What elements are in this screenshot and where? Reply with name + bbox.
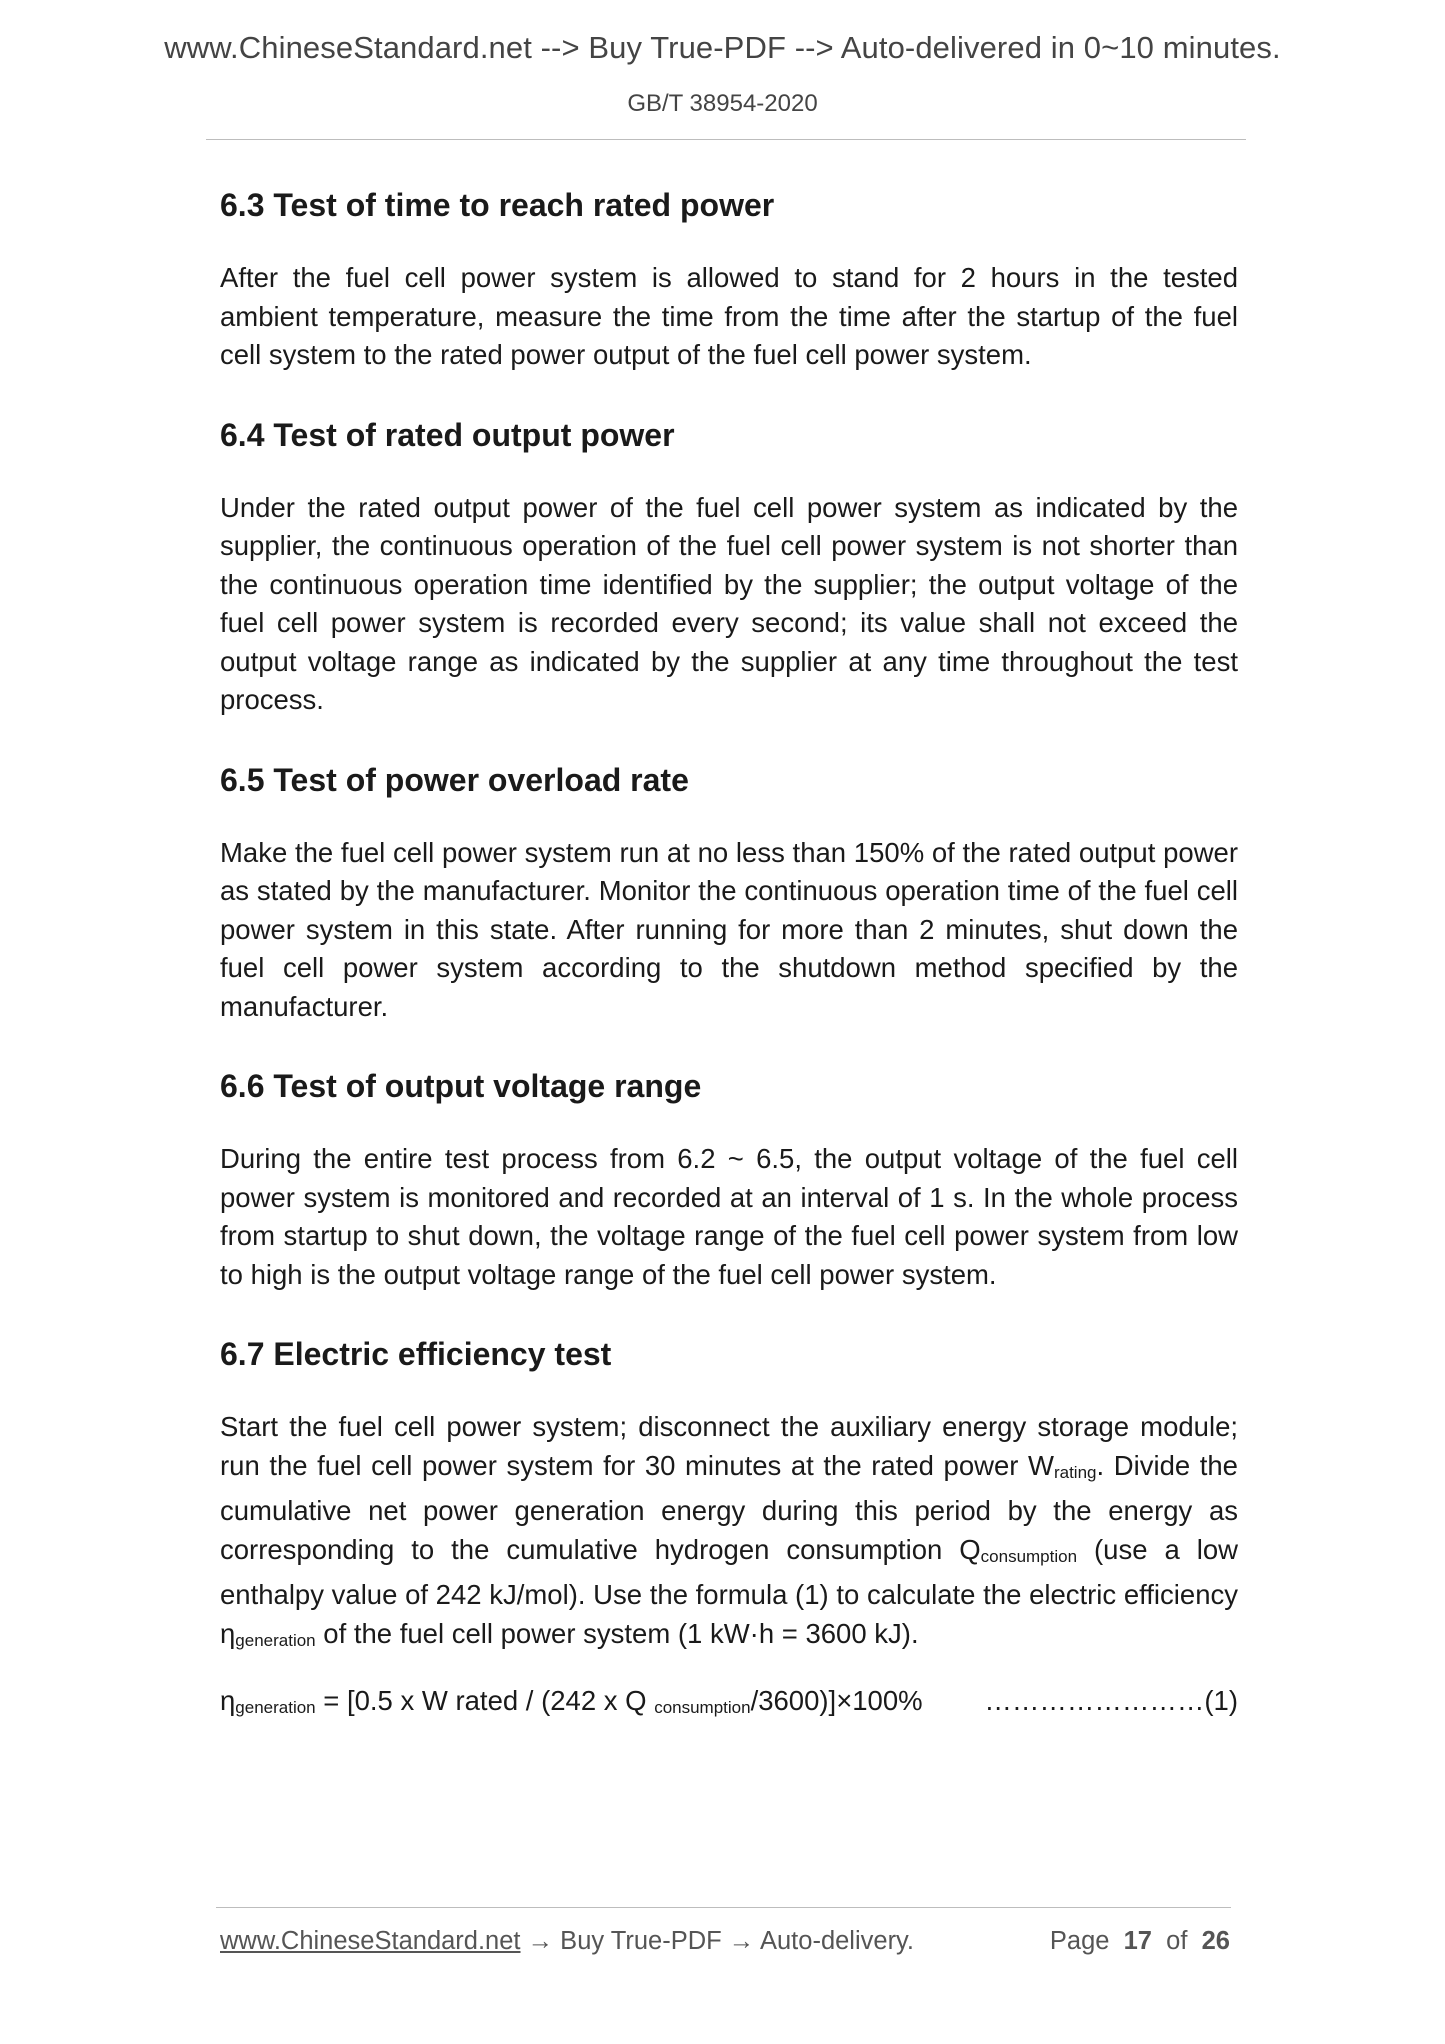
paragraph-text: of the fuel cell power system (1 kW·h = 3600 kJ). — [315, 1617, 919, 1649]
section-6-5 — [220, 760, 1238, 1027]
formula-eta: η — [220, 1685, 236, 1716]
document-id: GB/T 38954-2020 — [627, 90, 818, 117]
page-label: Page — [1049, 1927, 1110, 1955]
section-6-3 — [220, 185, 1238, 375]
section-heading: 6.7 Electric efficiency test — [220, 1336, 612, 1372]
of-label: of — [1166, 1927, 1188, 1955]
paragraph-text: . Divide the cumulative net power generation energy during this period by the energy as corresponding to the cumulative hydrogen consumption Q — [220, 1449, 1238, 1565]
formula-number: ……………………(1) — [984, 1685, 1238, 1716]
page-indicator — [1050, 1927, 1230, 1956]
formula-part: /3600)]×100% — [750, 1685, 923, 1716]
subscript-consumption: consumption — [980, 1546, 1078, 1566]
footer-tagline: → Buy True-PDF → Auto-delivery. — [520, 1927, 914, 1955]
subscript-generation: generation — [235, 1698, 316, 1717]
section-paragraph: After the fuel cell power system is allowed to stand for 2 hours in the tested ambient temperature, measure the time from the time after the startup of the fuel cell system to the rated power output of the fuel cell power system. — [220, 262, 1238, 370]
formula-part: = [0.5 x W rated / (242 x Q — [315, 1685, 655, 1716]
document-body — [220, 185, 1238, 1727]
section-heading: 6.4 Test of rated output power — [220, 416, 675, 453]
header-banner: www.ChineseStandard.net --> Buy True-PDF --> Auto-delivered in 0~10 minutes. — [164, 30, 1281, 65]
paragraph-text: Start the fuel cell power system; disconnect the auxiliary energy storage module; run the fuel cell power system for 30 minutes at the rated power W — [220, 1411, 1238, 1481]
subscript-rating: rating — [1053, 1462, 1097, 1482]
formula-expression — [220, 1682, 923, 1727]
section-6-7 — [220, 1334, 1238, 1727]
section-paragraph — [220, 1408, 1238, 1660]
section-paragraph: Under the rated output power of the fuel cell power system as indicated by the supplier, the continuous operation of the fuel cell power system is not shorter than the continuous operation time identified by the supplier; the output voltage of the fuel cell power system is recorded every second; its value shall not exceed the output voltage range as indicated by the supplier at any time throughout the test process. — [220, 491, 1238, 715]
section-paragraph: Make the fuel cell power system run at no less than 150% of the rated output power as stated by the manufacturer. Monitor the continuous operation time of the fuel cell power system in this state. After running for more than 2 minutes, shut down the fuel cell power system according to the shutdown method specified by the manufacturer. — [220, 836, 1238, 1022]
section-6-6 — [220, 1066, 1238, 1294]
subscript-generation: generation — [235, 1630, 316, 1650]
header-divider — [206, 139, 1246, 140]
subscript-consumption: consumption — [654, 1698, 751, 1717]
formula-1 — [220, 1682, 1238, 1727]
section-heading: 6.6 Test of output voltage range — [220, 1068, 702, 1104]
page-number: 17 — [1123, 1927, 1152, 1955]
paragraph-text: (use a low enthalpy value of 242 kJ/mol). Use the formula (1) to calculate the electric efficiency η — [220, 1533, 1238, 1649]
section-heading: 6.5 Test of power overload rate — [220, 761, 689, 798]
section-6-4 — [220, 415, 1238, 720]
section-heading: 6.3 Test of time to reach rated power — [220, 187, 775, 223]
footer-site-link[interactable]: www.ChineseStandard.net — [220, 1927, 521, 1955]
section-paragraph: During the entire test process from 6.2 ~ 6.5, the output voltage of the fuel cell power system is monitored and recorded at an interval of 1 s. In the whole process from startup to shut down, the voltage range of the fuel cell power system from low to high is the output voltage range of the fuel cell power system. — [220, 1143, 1238, 1290]
footer-divider — [216, 1907, 1231, 1908]
page-footer — [220, 1927, 1230, 1956]
page-total: 26 — [1201, 1927, 1230, 1955]
